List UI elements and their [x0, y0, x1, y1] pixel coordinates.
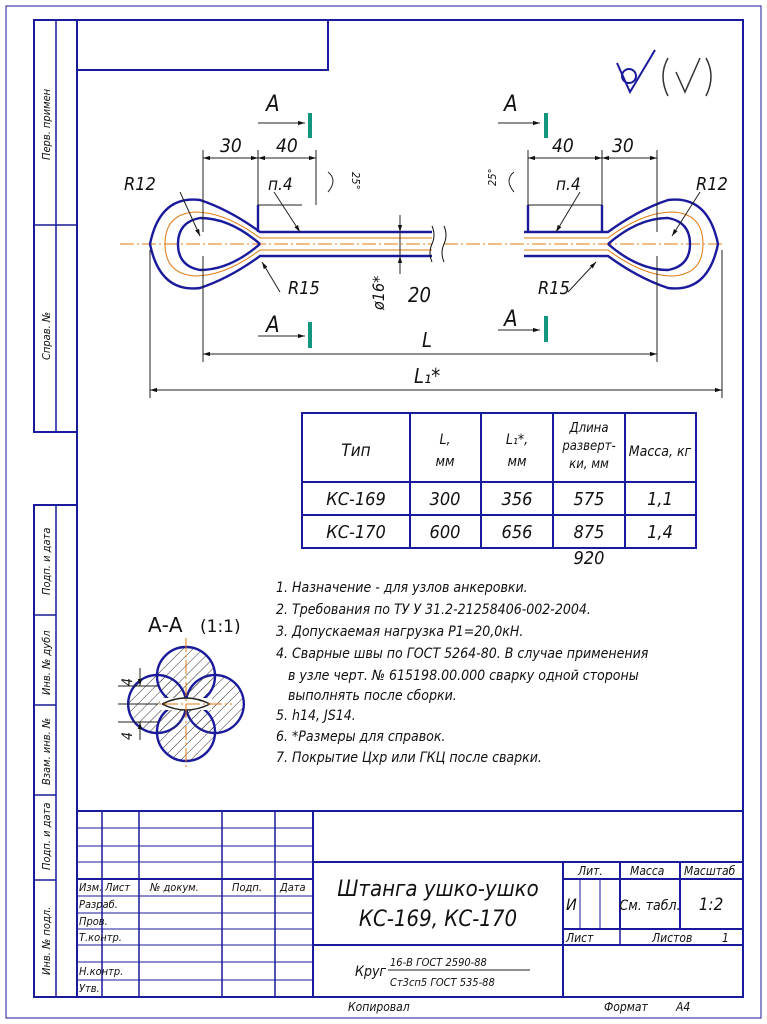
table-header: L₁*, мм — [505, 432, 529, 470]
note-line: 3. Допускаемая нагрузка P1=20,0кН. — [276, 624, 524, 640]
format-value: А4 — [676, 1000, 691, 1014]
sheet-label: Лист — [566, 931, 594, 945]
table-cell: 1,1 — [647, 489, 673, 510]
dim-20: 20 — [408, 283, 431, 307]
side-label: Инв. № подл. — [40, 906, 53, 975]
section-title: А-А — [148, 613, 183, 637]
roughness-symbol — [617, 50, 711, 96]
section-letter: А — [266, 92, 280, 117]
lit-header: Лит. — [578, 864, 603, 878]
dim-30: 30 — [220, 135, 242, 157]
section-dim: 4 — [120, 677, 136, 686]
table-cell: 1,4 — [647, 522, 673, 543]
scale-value: 1:2 — [698, 895, 724, 915]
radius-15: R15 — [288, 278, 320, 299]
tb-role: Н.контр. — [79, 965, 124, 978]
side-label: Взам. инв. № — [40, 717, 53, 785]
section-letter: А — [504, 92, 518, 117]
copied-label: Копировал — [348, 1000, 410, 1014]
tb-col-header: Дата — [280, 881, 306, 894]
table-cell: 875 — [573, 522, 605, 543]
section-letter: А — [504, 307, 518, 332]
radius-12: R12 — [696, 174, 728, 195]
section-letter: А — [266, 313, 280, 338]
table-cell: 656 — [501, 522, 533, 543]
table-cell: КС-170 — [326, 522, 386, 543]
material-top: 16-В ГОСТ 2590-88 — [390, 956, 487, 969]
item-ref: п.4 — [556, 175, 581, 195]
tb-col-header: № докум. — [150, 881, 199, 894]
table-header: Масса, кг — [628, 444, 692, 460]
diameter-label: ø16* — [369, 275, 388, 310]
dim-L: L — [422, 328, 433, 352]
table-cell: 575 — [573, 489, 605, 510]
table-cell: КС-169 — [326, 489, 386, 510]
table-cell: 600 — [429, 522, 461, 543]
material-prefix: Круг — [355, 964, 387, 980]
scale-header: Масштаб — [684, 864, 736, 878]
angle-label: 25° — [486, 168, 499, 186]
side-label: Подп. и дата — [40, 802, 53, 870]
table-header: Длина разверт-ки, мм — [562, 421, 616, 472]
sheets-label: Листов — [652, 931, 693, 945]
dim-40: 40 — [552, 135, 574, 157]
side-label: Справ. № — [40, 311, 53, 360]
note-line: 7. Покрытие Цхр или ГКЦ после сварки. — [276, 750, 542, 766]
stamp-box — [77, 20, 328, 70]
table-cell: 300 — [429, 489, 461, 510]
section-arrows — [258, 113, 546, 348]
mass-header: Масса — [630, 864, 665, 878]
tb-col-header: Подп. — [232, 881, 262, 894]
item-ref: п.4 — [268, 175, 293, 195]
section-scale: (1:1) — [200, 617, 241, 637]
drawing-title: Штанга ушко-ушко — [337, 877, 539, 902]
angle-label: 25° — [349, 172, 362, 190]
material-bottom: Ст3сп5 ГОСТ 535-88 — [390, 976, 495, 989]
radius-15: R15 — [538, 278, 570, 299]
mass-value: См. табл. — [619, 898, 681, 914]
table-header: L, мм — [435, 432, 455, 470]
tb-col-header: Изм. — [79, 881, 103, 894]
tb-role: Т.контр. — [79, 931, 122, 944]
table-extra-note: 920 — [573, 548, 605, 569]
side-label: Подп. и дата — [40, 527, 53, 595]
note-line: 5. h14, JS14. — [276, 708, 356, 724]
dim-L1: L₁* — [414, 364, 441, 388]
radius-12: R12 — [124, 174, 156, 195]
tb-role: Разраб. — [79, 898, 118, 911]
note-line: 6. *Размеры для справок. — [276, 729, 446, 745]
tb-col-header: Лист — [105, 881, 131, 894]
tb-role: Пров. — [79, 915, 108, 928]
table-header: Тип — [341, 441, 371, 461]
dim-30: 30 — [612, 135, 634, 157]
note-line: 2. Требования по ТУ У 31.2-21258406-002-2004. — [276, 602, 591, 618]
table-cell: 356 — [501, 489, 533, 510]
dim-40: 40 — [276, 135, 298, 157]
drawing-subtitle: КС-169, КС-170 — [358, 907, 518, 932]
format-label: Формат — [604, 1000, 648, 1014]
side-label: Инв. № дубл — [40, 630, 53, 695]
note-line: 4. Сварные швы по ГОСТ 5264-80. В случае применения — [276, 646, 649, 662]
notes-block — [276, 580, 649, 766]
side-label: Перв. примен — [40, 88, 53, 160]
note-line: 1. Назначение - для узлов анкеровки. — [276, 580, 528, 596]
note-line: выполнять после сборки. — [288, 688, 457, 704]
tb-role: Утв. — [79, 982, 100, 995]
sheets-value: 1 — [722, 931, 729, 945]
note-line: в узле черт. № 615198.00.000 сварку одной стороны — [288, 668, 639, 684]
lit-value: И — [566, 895, 577, 914]
cross-section — [118, 638, 244, 770]
section-dim: 4 — [120, 731, 136, 740]
